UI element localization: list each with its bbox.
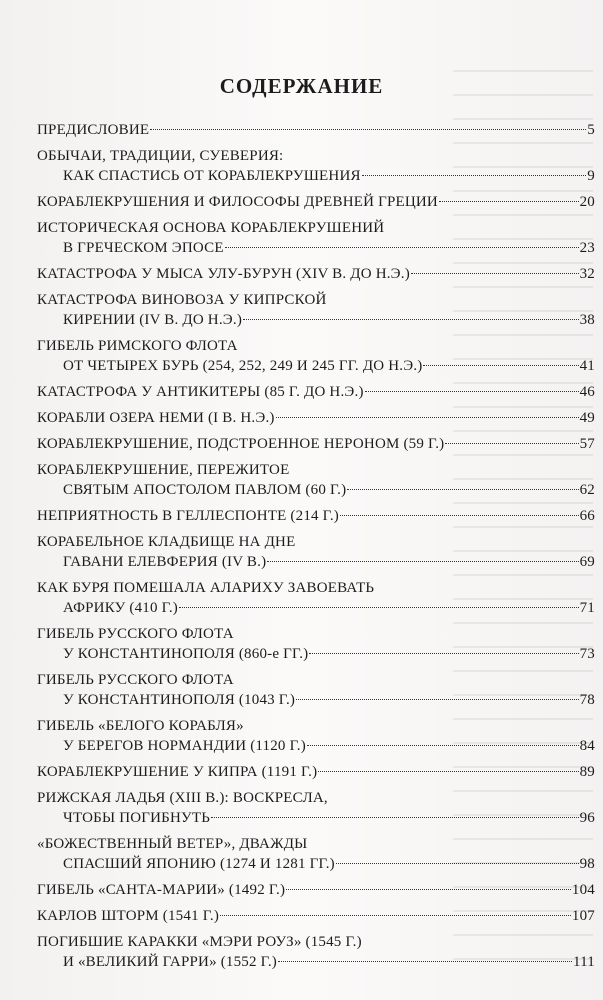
toc-entry-heading-line: РИЖСКАЯ ЛАДЬЯ (XIII В.): ВОСКРЕСЛА, <box>37 790 328 806</box>
toc-entry <box>37 880 595 900</box>
dot-leader <box>340 515 579 516</box>
toc-page-number: 49 <box>579 410 595 426</box>
toc-entry-row <box>37 690 595 710</box>
toc-entry <box>37 382 595 402</box>
table-of-contents <box>37 120 595 972</box>
toc-entry-row <box>37 736 595 756</box>
toc-page-number: 96 <box>579 810 595 826</box>
toc-entry-row <box>37 952 595 972</box>
toc-page-number: 46 <box>579 384 595 400</box>
toc-entry <box>37 906 595 926</box>
toc-entry-title: ГИБЕЛЬ «САНТА-МАРИИ» (1492 Г.) <box>37 882 286 898</box>
dot-leader <box>211 817 579 818</box>
toc-entry-heading-line: КОРАБЛЕКРУШЕНИЕ, ПЕРЕЖИТОЕ <box>37 462 290 478</box>
toc-entry-title: НЕПРИЯТНОСТЬ В ГЕЛЛЕСПОНТЕ (214 Г.) <box>37 508 339 524</box>
dot-leader <box>243 319 579 320</box>
toc-page-number: 41 <box>579 358 595 374</box>
toc-entry <box>37 788 595 828</box>
toc-page-number: 38 <box>579 312 595 328</box>
toc-entry <box>37 932 595 972</box>
dot-leader <box>267 561 578 562</box>
dot-leader <box>309 653 578 654</box>
toc-entry <box>37 624 595 664</box>
dot-leader <box>347 489 578 490</box>
toc-entry-title: КОРАБЛЕКРУШЕНИЕ У КИПРА (1191 Г.) <box>37 764 318 780</box>
toc-entry-row <box>37 854 595 874</box>
toc-page-number: 9 <box>587 168 595 184</box>
dot-leader <box>362 175 587 176</box>
toc-entry-title: ПРЕДИСЛОВИЕ <box>37 122 150 138</box>
toc-entry-heading-line: КАК БУРЯ ПОМЕШАЛА АЛАРИХУ ЗАВОЕВАТЬ <box>37 580 375 596</box>
toc-entry-row <box>37 238 595 258</box>
dot-leader <box>286 889 571 890</box>
dot-leader <box>278 961 572 962</box>
toc-entry-title: И «ВЕЛИКИЙ ГАРРИ» (1552 Г.) <box>63 954 277 970</box>
toc-entry-heading-line: «БОЖЕСТВЕННЫЙ ВЕТЕР», ДВАЖДЫ <box>37 836 308 852</box>
toc-entry-heading-line: ПОГИБШИЕ КАРАККИ «МЭРИ РОУЗ» (1545 Г.) <box>37 934 362 950</box>
dot-leader <box>439 201 579 202</box>
toc-page-number: 78 <box>579 692 595 708</box>
toc-entry-heading-line: ИСТОРИЧЕСКАЯ ОСНОВА КОРАБЛЕКРУШЕНИЙ <box>37 220 385 236</box>
toc-page-number: 71 <box>579 600 595 616</box>
toc-entry-title: КАТАСТРОФА У АНТИКИТЕРЫ (85 Г. ДО Н.Э.) <box>37 384 364 400</box>
toc-entry-row <box>37 552 595 572</box>
toc-page-number: 107 <box>571 908 595 924</box>
toc-entry <box>37 146 595 186</box>
toc-entry <box>37 762 595 782</box>
toc-entry-row <box>37 480 595 500</box>
toc-page-number: 66 <box>579 508 595 524</box>
toc-entry <box>37 408 595 428</box>
toc-entry-title: У БЕРЕГОВ НОРМАНДИИ (1120 Г.) <box>63 738 306 754</box>
toc-entry-row <box>37 120 595 140</box>
dot-leader <box>276 417 579 418</box>
toc-entry-row <box>37 808 595 828</box>
toc-entry-row <box>37 880 595 900</box>
toc-entry <box>37 336 595 376</box>
toc-page-number: 98 <box>579 856 595 872</box>
toc-entry-row <box>37 192 595 212</box>
toc-entry-heading-line: КАТАСТРОФА ВИНОВОЗА У КИПРСКОЙ <box>37 292 327 308</box>
toc-entry <box>37 506 595 526</box>
toc-entry-row <box>37 506 595 526</box>
toc-page-number: 73 <box>579 646 595 662</box>
toc-entry-title: КОРАБЛИ ОЗЕРА НЕМИ (I В. Н.Э.) <box>37 410 275 426</box>
toc-entry-heading-line: ГИБЕЛЬ РИМСКОГО ФЛОТА <box>37 338 238 354</box>
dot-leader <box>225 247 579 248</box>
dot-leader <box>318 771 578 772</box>
toc-page-number: 5 <box>587 122 595 138</box>
toc-entry-row <box>37 356 595 376</box>
dot-leader <box>411 273 579 274</box>
toc-entry-title: АФРИКУ (410 Г.) <box>63 600 178 616</box>
toc-entry-heading-line: КОРАБЕЛЬНОЕ КЛАДБИЩЕ НА ДНЕ <box>37 534 296 550</box>
toc-entry <box>37 120 595 140</box>
toc-entry-row <box>37 408 595 428</box>
toc-entry <box>37 460 595 500</box>
toc-entry-row <box>37 310 595 330</box>
dot-leader <box>150 129 586 130</box>
toc-entry-title: ЧТОБЫ ПОГИБНУТЬ <box>63 810 211 826</box>
toc-entry-title: КИРЕНИИ (IV В. ДО Н.Э.) <box>63 312 243 328</box>
toc-entry <box>37 716 595 756</box>
toc-entry <box>37 434 595 454</box>
toc-entry-row <box>37 906 595 926</box>
toc-entry-title: ГАВАНИ ЕЛЕВФЕРИЯ (IV В.) <box>63 554 267 570</box>
toc-entry-heading-line: ГИБЕЛЬ РУССКОГО ФЛОТА <box>37 626 234 642</box>
toc-entry-row <box>37 382 595 402</box>
dot-leader <box>445 443 578 444</box>
toc-entry-heading-line: ГИБЕЛЬ «БЕЛОГО КОРАБЛЯ» <box>37 718 244 734</box>
toc-entry-title: КОРАБЛЕКРУШЕНИЕ, ПОДСТРОЕННОЕ НЕРОНОМ (59 Г.) <box>37 436 445 452</box>
toc-page-number: 89 <box>579 764 595 780</box>
toc-entry <box>37 290 595 330</box>
toc-entry-title: ОТ ЧЕТЫРЕХ БУРЬ (254, 252, 249 И 245 ГГ. ДО Н.Э.) <box>63 358 423 374</box>
toc-entry-title: КАРЛОВ ШТОРМ (1541 Г.) <box>37 908 220 924</box>
toc-entry-heading-line: ГИБЕЛЬ РУССКОГО ФЛОТА <box>37 672 234 688</box>
toc-page-number: 32 <box>579 266 595 282</box>
toc-entry-title: КАК СПАСТИСЬ ОТ КОРАБЛЕКРУШЕНИЯ <box>63 168 361 184</box>
dot-leader <box>307 745 579 746</box>
toc-page-number: 20 <box>579 194 595 210</box>
dot-leader <box>179 607 579 608</box>
toc-entry <box>37 834 595 874</box>
toc-entry-title: У КОНСТАНТИНОПОЛЯ (1043 Г.) <box>63 692 296 708</box>
toc-page-number: 57 <box>579 436 595 452</box>
toc-entry-title: У КОНСТАНТИНОПОЛЯ (860-е ГГ.) <box>63 646 309 662</box>
dot-leader <box>423 365 578 366</box>
toc-entry <box>37 192 595 212</box>
page-title: СОДЕРЖАНИЕ <box>219 74 384 98</box>
toc-entry-row <box>37 598 595 618</box>
toc-page-number: 104 <box>571 882 595 898</box>
toc-page-number: 69 <box>579 554 595 570</box>
toc-entry-title: СВЯТЫМ АПОСТОЛОМ ПАВЛОМ (60 Г.) <box>63 482 347 498</box>
dot-leader <box>296 699 578 700</box>
toc-entry <box>37 218 595 258</box>
toc-entry-row <box>37 166 595 186</box>
toc-entry <box>37 578 595 618</box>
toc-page-number: 111 <box>573 954 595 970</box>
toc-page-number: 62 <box>579 482 595 498</box>
dot-leader <box>336 863 579 864</box>
toc-entry-row <box>37 434 595 454</box>
toc-entry-title: КАТАСТРОФА У МЫСА УЛУ-БУРУН (XIV В. ДО Н.Э.) <box>37 266 410 282</box>
toc-entry <box>37 264 595 284</box>
toc-entry-heading-line: ОБЫЧАИ, ТРАДИЦИИ, СУЕВЕРИЯ: <box>37 148 284 164</box>
toc-entry-title: КОРАБЛЕКРУШЕНИЯ И ФИЛОСОФЫ ДРЕВНЕЙ ГРЕЦИИ <box>37 194 438 210</box>
toc-page-number: 84 <box>579 738 595 754</box>
toc-page-number: 23 <box>579 240 595 256</box>
toc-entry-row <box>37 264 595 284</box>
toc-entry-row <box>37 762 595 782</box>
dot-leader <box>365 391 579 392</box>
toc-entry <box>37 532 595 572</box>
toc-entry-title: В ГРЕЧЕСКОМ ЭПОСЕ <box>63 240 224 256</box>
toc-entry <box>37 670 595 710</box>
toc-entry-row <box>37 644 595 664</box>
toc-entry-title: СПАСШИЙ ЯПОНИЮ (1274 И 1281 ГГ.) <box>63 856 335 872</box>
dot-leader <box>220 915 571 916</box>
